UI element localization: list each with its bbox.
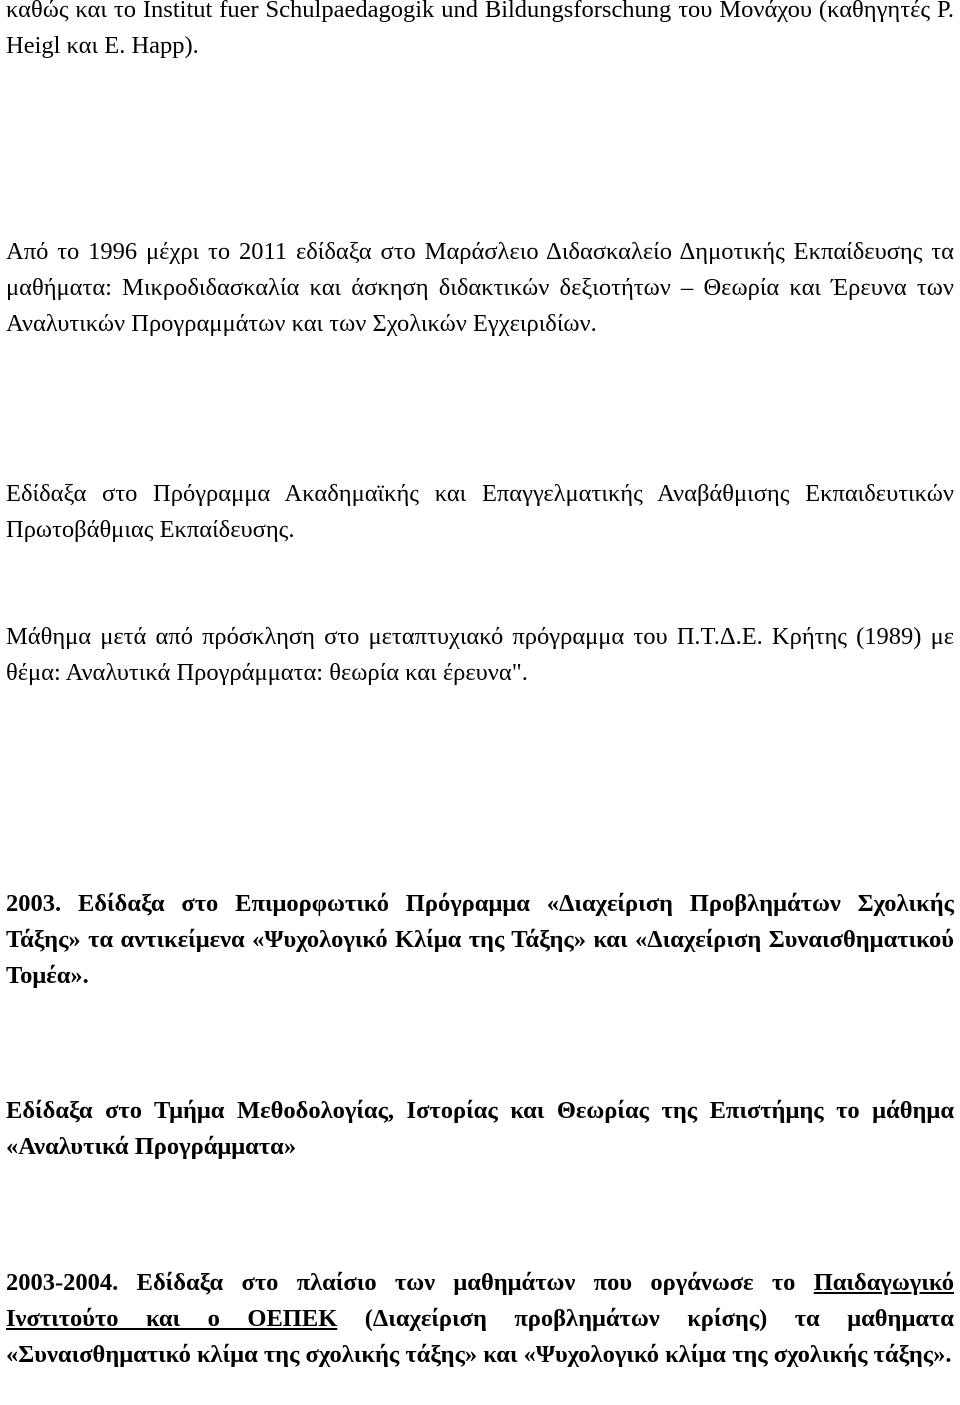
paragraph-2003-2004-start: 2003-2004. Εδίδαξα στο πλαίσιο των μαθημάτων που οργάνωσε το	[6, 1269, 814, 1296]
paragraph-academic-program: Εδίδαξα στο Πρόγραμμα Ακαδημαϊκής και Επαγγελματικής Αναβάθμισης Εκπαιδευτικών Πρωτοβάθμιας Εκπαίδευσης.	[6, 480, 954, 543]
paragraph-2003-training: 2003. Εδίδαξα στο Επιμορφωτικό Πρόγραμμα «Διαχείριση Προβλημάτων Σχολικής Τάξης» τα αντικείμενα «Ψυχολογικό Κλίμα της Τάξης» και «Διαχείριση Συναισθηματικού Τομέα».	[6, 890, 954, 989]
paragraph-2003-2004	[6, 1265, 954, 1373]
paragraph-postgraduate-lecture: Μάθημα μετά από πρόσκληση στο μεταπτυχιακό πρόγραμμα του Π.Τ.Δ.Ε. Κρήτης (1989) με θέμα: Αναλυτικά Προγράμματα: θεωρία και έρευνα".	[6, 623, 954, 686]
paragraph-2003-2004-end: (Διαχείριση προβλημάτων κρίσης) τα μαθηματα «Συναισθηματικό κλίμα της σχολικής τάξης» και «Ψυχολογικό κλίμα της σχολικής τάξης».	[6, 1305, 954, 1368]
paragraph-institute: καθώς και το Institut fuer Schulpaedagogik und Bildungsforschung του Μονάχου (καθηγητές P. Heigl και E. Happ).	[6, 0, 954, 59]
paragraph-methodology-department: Εδίδαξα στο Τμήμα Μεθοδολογίας, Ιστορίας και Θεωρίας της Επιστήμης το μάθημα «Αναλυτικά Προγράμματα»	[6, 1097, 954, 1160]
pedagogical-institute-text: Παιδαγωγικό Ινστιτούτο και ο ΟΕΠΕΚ	[6, 1269, 954, 1332]
paragraph-maraslio-teaching: Από το 1996 μέχρι το 2011 εδίδαξα στο Μαράσλειο Διδασκαλείο Δημοτικής Εκπαίδευσης τα μαθήματα: Μικροδιδασκαλία και άσκηση διδακτικών δεξιοτήτων – Θεωρία και Έρευνα των Αναλυτικών Προγραμμάτων και των Σχολικών Εγχειριδίων.	[6, 238, 954, 337]
